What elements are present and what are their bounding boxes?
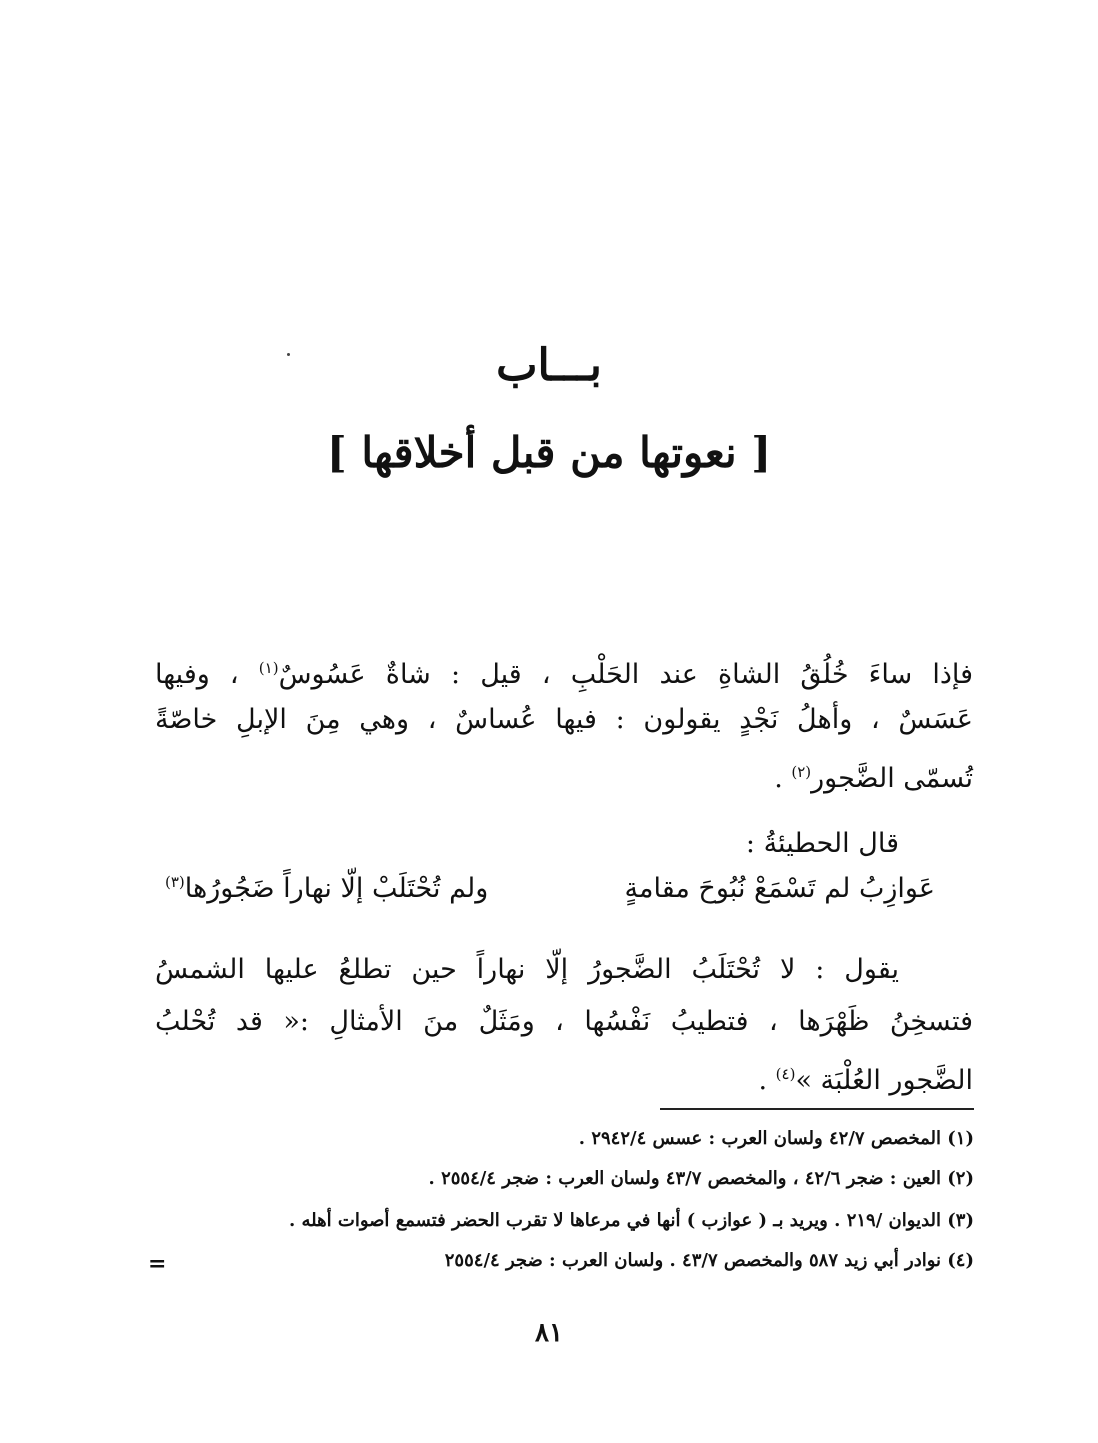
verse-second-hemistich xyxy=(165,873,488,904)
footnote-separator xyxy=(660,1108,974,1110)
footnote-4: (٤) نوادر أبي زيد ٥٨٧ والمخصص ٤٣/٧ . ولسان العرب : ضجر ٢٥٥٤/٤ xyxy=(444,1250,974,1271)
footnote-marker: (٣) xyxy=(165,873,185,891)
paragraph-text: ، وفيها xyxy=(155,659,239,690)
paragraph-text: فتسخِنُ ظَهْرَها ، فتطيبُ نَفْسُها ، ومَثَلٌ منَ الأمثالِ :« قد تُحْلبُ xyxy=(155,1006,973,1037)
paragraph-line xyxy=(155,694,973,746)
continuation-mark: = xyxy=(148,1251,167,1277)
paragraph-line xyxy=(155,746,973,805)
paragraph-text: . xyxy=(774,763,792,794)
paragraph-line xyxy=(155,1048,973,1107)
chapter-label: بـــاب xyxy=(496,340,602,391)
footnote-marker: (٤) xyxy=(775,1065,796,1083)
page-number: ٨١ xyxy=(535,1318,563,1348)
paragraph-text: الضَّجور العُلْبَة » xyxy=(795,1065,973,1096)
poetry-verse xyxy=(165,873,935,904)
paragraph-line xyxy=(155,996,973,1048)
chapter-title: [ نعوتها من قبل أخلاقها ] xyxy=(326,428,772,477)
paragraph-line xyxy=(155,642,973,701)
poet-intro: قال الحطيئةُ : xyxy=(745,828,899,859)
footnote-3: (٣) الديوان /٢١٩ . ويريد بـ ( عوازب ) أنها في مرعاها لا تقرب الحضر فتسمع أصوات أهله . xyxy=(289,1210,974,1231)
paragraph-text: . xyxy=(758,1065,776,1096)
paragraph-text: عَسَسٌ ، وأهلُ نَجْدٍ يقولون : فيها عُساسٌ ، وهي مِنَ الإبلِ خاصّةً xyxy=(155,704,973,735)
paragraph-text: تُسمّى الضَّجور xyxy=(811,763,973,794)
paragraph-line xyxy=(155,944,973,996)
paragraph-text: يقول : لا تُحْتَلَبُ الضَّجورُ إلّا نهاراً حين تطلعُ عليها الشمسُ xyxy=(155,954,899,985)
footnote-1: (١) المخصص ٤٢/٧ ولسان العرب : عسس ٢٩٤٢/٤ . xyxy=(578,1128,974,1149)
footnote-marker: (٢) xyxy=(791,763,812,781)
footnote-2: (٢) العين : ضجر ٤٢/٦ ، والمخصص ٤٣/٧ ولسان العرب : ضجر ٢٥٥٤/٤ . xyxy=(428,1168,974,1189)
footnote-marker: (١) xyxy=(258,659,279,677)
verse-first-hemistich: عَوازِبُ لم تَسْمَعْ نُبُوحَ مقامةٍ xyxy=(624,873,935,904)
paragraph-text: فإذا ساءَ خُلُقُ الشاةِ عند الحَلْبِ ، قيل : شاةٌ عَسُوسٌ xyxy=(278,659,973,690)
verse-text: ولم تُحْتَلَبْ إلّا نهاراً ضَجُورُها xyxy=(184,873,489,904)
